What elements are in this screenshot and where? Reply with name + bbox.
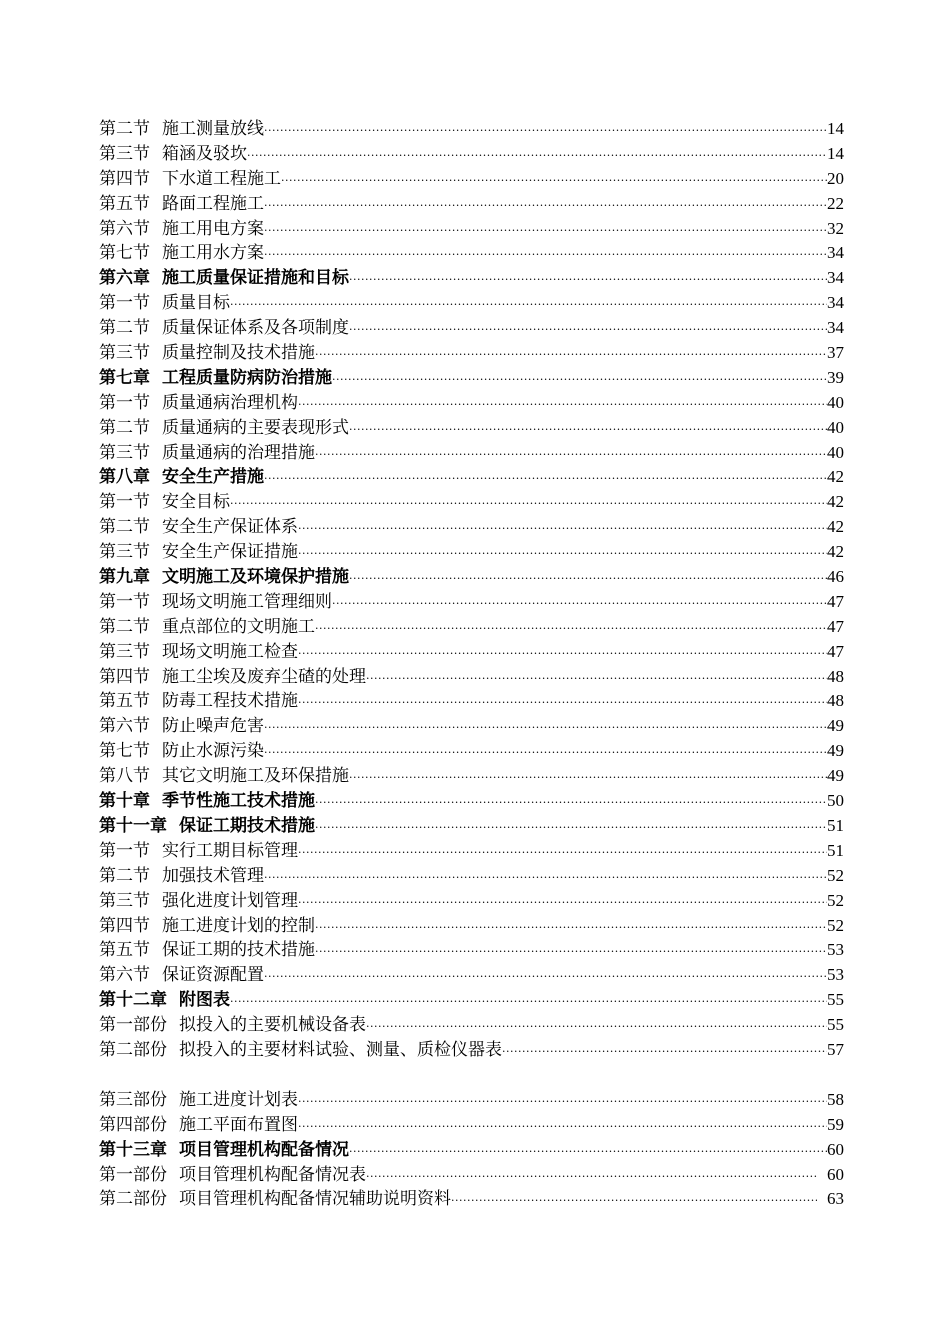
toc-entry-label: 第三节 (99, 641, 150, 662)
toc-entry[interactable] (99, 515, 844, 540)
toc-entry-title: 防止噪声危害 (162, 716, 264, 737)
dot-leader (315, 791, 827, 814)
toc-page-number: 14 (827, 143, 844, 163)
dot-leader (332, 368, 827, 391)
toc-entry-title: 实行工期目标管理 (162, 840, 298, 861)
toc-entry[interactable] (99, 665, 844, 690)
toc-entry-title: 现场文明施工检查 (162, 641, 298, 662)
table-of-contents (99, 117, 844, 1212)
toc-entry-title: 路面工程施工 (162, 193, 264, 214)
dot-leader (264, 716, 827, 739)
toc-page-number: 42 (827, 467, 844, 487)
dot-leader (298, 642, 827, 665)
toc-entry-label: 第二部份 (99, 1039, 167, 1060)
toc-page-number: 55 (827, 990, 844, 1010)
dot-leader (298, 517, 827, 540)
toc-page-number: 22 (827, 193, 844, 213)
toc-page-number: 37 (827, 343, 844, 363)
toc-entry-title: 质量通病治理机构 (162, 392, 298, 413)
dot-leader (298, 891, 827, 914)
toc-entry-label: 第二节 (99, 318, 150, 339)
toc-entry-title: 其它文明施工及环保措施 (162, 766, 349, 787)
toc-entry[interactable] (99, 1013, 844, 1038)
toc-entry-title: 项目管理机构配备情况 (179, 1139, 349, 1160)
toc-entry[interactable] (99, 938, 844, 963)
toc-entry-title: 季节性施工技术措施 (162, 791, 315, 812)
toc-entry-label: 第三节 (99, 442, 150, 463)
toc-entry-title: 拟投入的主要机械设备表 (179, 1015, 366, 1036)
dot-leader (298, 542, 827, 565)
dot-leader (315, 343, 827, 366)
dot-leader (315, 443, 827, 466)
toc-chapter-entry[interactable] (99, 266, 844, 291)
toc-entry-title: 施工质量保证措施和目标 (162, 268, 349, 289)
toc-entry-label: 第八节 (99, 766, 150, 787)
dot-leader (502, 1040, 827, 1063)
toc-entry-title: 箱涵及驳坎 (162, 143, 247, 164)
toc-page-number: 55 (827, 1015, 844, 1035)
toc-entry-title: 施工平面布置图 (179, 1114, 298, 1135)
toc-chapter-entry[interactable] (99, 366, 844, 391)
toc-entry-label: 第七节 (99, 243, 150, 264)
toc-page-number: 52 (827, 915, 844, 935)
toc-entry-title: 保证工期的技术措施 (162, 940, 315, 961)
dot-leader (349, 766, 827, 789)
toc-entry[interactable] (99, 540, 844, 565)
dot-leader (315, 940, 827, 963)
toc-entry[interactable] (99, 864, 844, 889)
toc-entry[interactable] (99, 1038, 844, 1063)
toc-entry-title: 拟投入的主要材料试验、测量、质检仪器表 (179, 1039, 502, 1060)
toc-entry-title: 项目管理机构配备情况辅助说明资料 (179, 1189, 451, 1210)
toc-entry-label: 第六节 (99, 965, 150, 986)
toc-entry-title: 现场文明施工管理细则 (162, 591, 332, 612)
toc-page-number: 42 (827, 492, 844, 512)
toc-page-number: 49 (827, 716, 844, 736)
dot-leader (230, 293, 827, 316)
toc-entry-title: 质量通病的主要表现形式 (162, 417, 349, 438)
toc-entry-title: 施工用水方案 (162, 243, 264, 264)
toc-page-number: 51 (827, 815, 844, 835)
toc-entry-label: 第七节 (99, 741, 150, 762)
toc-entry[interactable] (99, 689, 844, 714)
toc-entry-title: 加强技术管理 (162, 865, 264, 886)
dot-leader (264, 965, 827, 988)
toc-page-number: 49 (827, 766, 844, 786)
toc-entry[interactable] (99, 341, 844, 366)
toc-entry-label: 第一节 (99, 591, 150, 612)
toc-page-number: 20 (827, 168, 844, 188)
toc-page-number: 52 (827, 865, 844, 885)
dot-leader (349, 1140, 827, 1163)
dot-leader (264, 194, 827, 217)
toc-entry-title: 施工尘埃及废弃尘碴的处理 (162, 666, 366, 687)
dot-leader (230, 492, 827, 515)
dot-leader (264, 219, 827, 242)
toc-entry-label: 第七章 (99, 367, 150, 388)
toc-entry[interactable] (99, 416, 844, 441)
toc-entry-label: 第一节 (99, 492, 150, 513)
toc-entry-title: 施工进度计划表 (179, 1089, 298, 1110)
toc-entry-label: 第六章 (99, 268, 150, 289)
toc-entry-title: 防毒工程技术措施 (162, 691, 298, 712)
toc-entry-title: 质量保证体系及各项制度 (162, 318, 349, 339)
dot-leader (264, 866, 827, 889)
toc-entry[interactable] (99, 739, 844, 764)
toc-page-number: 50 (827, 791, 844, 811)
dot-leader (247, 144, 827, 167)
toc-page-number: 40 (827, 392, 844, 412)
toc-entry[interactable] (99, 1113, 844, 1138)
dot-leader (298, 841, 827, 864)
toc-page-number: 34 (827, 268, 844, 288)
toc-entry[interactable] (99, 391, 844, 416)
dot-leader (264, 119, 827, 142)
toc-entry[interactable] (99, 1187, 844, 1212)
toc-entry-title: 强化进度计划管理 (162, 890, 298, 911)
toc-entry[interactable] (99, 441, 844, 466)
toc-entry[interactable] (99, 217, 844, 242)
toc-page-number: 34 (827, 243, 844, 263)
toc-entry-title: 安全生产保证措施 (162, 542, 298, 563)
toc-page-number: 48 (827, 666, 844, 686)
toc-page-number: 40 (827, 442, 844, 462)
toc-entry[interactable] (99, 316, 844, 341)
toc-entry-label: 第三部份 (99, 1089, 167, 1110)
toc-entry[interactable] (99, 1163, 844, 1188)
toc-page-number: 52 (827, 890, 844, 910)
dot-leader (349, 318, 827, 341)
toc-entry-label: 第四节 (99, 168, 150, 189)
toc-chapter-entry[interactable] (99, 988, 844, 1013)
toc-page-number: 57 (827, 1039, 844, 1059)
dot-leader (349, 418, 827, 441)
toc-page-number: 42 (827, 517, 844, 537)
toc-page-number: 34 (827, 293, 844, 313)
toc-entry-title: 保证工期技术措施 (179, 815, 315, 836)
toc-entry-title: 施工测量放线 (162, 119, 264, 139)
toc-entry-label: 第二节 (99, 517, 150, 538)
toc-entry-label: 第六节 (99, 716, 150, 737)
toc-entry-label: 第二节 (99, 865, 150, 886)
toc-entry-title: 附图表 (179, 990, 230, 1011)
dot-leader (264, 741, 827, 764)
toc-entry-label: 第二节 (99, 119, 150, 139)
dot-leader (298, 1090, 827, 1113)
toc-page-number: 47 (827, 641, 844, 661)
toc-entry-label: 第五节 (99, 940, 150, 961)
toc-chapter-entry[interactable] (99, 465, 844, 490)
toc-entry-title: 文明施工及环境保护措施 (162, 567, 349, 588)
toc-page-number: 53 (827, 965, 844, 985)
dot-leader (366, 1165, 817, 1188)
toc-entry-label: 第一部份 (99, 1164, 167, 1185)
toc-page-number: 46 (827, 567, 844, 587)
toc-entry[interactable] (99, 192, 844, 217)
toc-entry-label: 第十章 (99, 791, 150, 812)
toc-entry-label: 第四节 (99, 666, 150, 687)
toc-page-number: 47 (827, 616, 844, 636)
toc-page-number: 49 (827, 741, 844, 761)
toc-entry-title: 施工用电方案 (162, 218, 264, 239)
toc-entry[interactable] (99, 914, 844, 939)
toc-entry[interactable] (99, 590, 844, 615)
toc-entry-label: 第一节 (99, 392, 150, 413)
toc-entry-label: 第十三章 (99, 1139, 167, 1160)
toc-page-number: 47 (827, 591, 844, 611)
toc-entry-label: 第二部份 (99, 1189, 167, 1210)
dot-leader (315, 617, 827, 640)
toc-page-number: 32 (827, 218, 844, 238)
toc-page-number: 48 (827, 691, 844, 711)
toc-entry-label: 第八章 (99, 467, 150, 488)
toc-entry[interactable] (99, 1088, 844, 1113)
toc-entry-label: 第一节 (99, 840, 150, 861)
dot-leader (298, 393, 827, 416)
toc-page-number: 39 (827, 367, 844, 387)
toc-entry-title: 质量目标 (162, 293, 230, 314)
toc-entry-label: 第二节 (99, 616, 150, 637)
toc-entry[interactable] (99, 291, 844, 316)
toc-entry[interactable] (99, 142, 844, 167)
dot-leader (349, 567, 827, 590)
toc-entry-title: 安全生产保证体系 (162, 517, 298, 538)
toc-entry[interactable] (99, 167, 844, 192)
dot-leader (451, 1189, 817, 1212)
dot-leader (298, 691, 827, 714)
dot-leader (230, 990, 827, 1013)
toc-page-number: 59 (827, 1114, 844, 1134)
dot-leader (298, 1115, 827, 1138)
toc-page-number: 63 (827, 1189, 844, 1209)
toc-entry-title: 项目管理机构配备情况表 (179, 1164, 366, 1185)
toc-page-number: 40 (827, 417, 844, 437)
toc-entry-title: 质量通病的治理措施 (162, 442, 315, 463)
toc-chapter-entry[interactable] (99, 789, 844, 814)
dot-leader (332, 592, 827, 615)
dot-leader (264, 243, 827, 266)
toc-page-number: 58 (827, 1089, 844, 1109)
toc-entry-title: 施工进度计划的控制 (162, 915, 315, 936)
toc-entry-label: 第一节 (99, 293, 150, 314)
toc-entry-title: 质量控制及技术措施 (162, 343, 315, 364)
toc-entry[interactable] (99, 764, 844, 789)
toc-entry[interactable] (99, 714, 844, 739)
toc-page-number: 14 (827, 119, 844, 138)
toc-entry[interactable] (99, 963, 844, 988)
toc-entry-label: 第二节 (99, 417, 150, 438)
toc-page-number: 53 (827, 940, 844, 960)
toc-page-number: 51 (827, 840, 844, 860)
dot-leader (315, 916, 827, 939)
toc-entry-label: 第九章 (99, 567, 150, 588)
toc-chapter-entry[interactable] (99, 814, 844, 839)
toc-entry-label: 第四节 (99, 915, 150, 936)
toc-entry[interactable] (99, 889, 844, 914)
toc-page-number: 34 (827, 318, 844, 338)
toc-entry[interactable] (99, 615, 844, 640)
toc-entry-title: 安全目标 (162, 492, 230, 513)
toc-entry-title: 重点部位的文明施工 (162, 616, 315, 637)
toc-entry-label: 第四部份 (99, 1114, 167, 1135)
dot-leader (366, 667, 827, 690)
toc-entry-title: 防止水源污染 (162, 741, 264, 762)
toc-entry-title: 保证资源配置 (162, 965, 264, 986)
dot-leader (281, 169, 827, 192)
toc-entry-label: 第五节 (99, 193, 150, 214)
toc-entry[interactable] (99, 839, 844, 864)
dot-leader (315, 816, 827, 839)
toc-entry-title: 工程质量防病防治措施 (162, 367, 332, 388)
toc-chapter-entry[interactable] (99, 1138, 844, 1163)
toc-chapter-entry[interactable] (99, 565, 844, 590)
toc-entry-label: 第三节 (99, 343, 150, 364)
dot-leader (349, 268, 827, 291)
toc-entry-label: 第三节 (99, 542, 150, 563)
toc-entry-label: 第五节 (99, 691, 150, 712)
toc-entry-title: 下水道工程施工 (162, 168, 281, 189)
toc-entry-label: 第三节 (99, 890, 150, 911)
toc-entry[interactable] (99, 117, 844, 142)
toc-entry[interactable] (99, 241, 844, 266)
toc-entry[interactable] (99, 640, 844, 665)
toc-entry-label: 第十一章 (99, 815, 167, 836)
toc-page-number: 60 (827, 1139, 844, 1159)
toc-page-number: 42 (827, 542, 844, 562)
toc-entry-label: 第一部份 (99, 1015, 167, 1036)
toc-entry[interactable] (99, 490, 844, 515)
toc-entry-label: 第六节 (99, 218, 150, 239)
dot-leader (264, 467, 827, 490)
toc-page-number: 60 (827, 1164, 844, 1184)
toc-entry-label: 第十二章 (99, 990, 167, 1011)
dot-leader (366, 1015, 827, 1038)
toc-entry-label: 第三节 (99, 143, 150, 164)
toc-entry-title: 安全生产措施 (162, 467, 264, 488)
